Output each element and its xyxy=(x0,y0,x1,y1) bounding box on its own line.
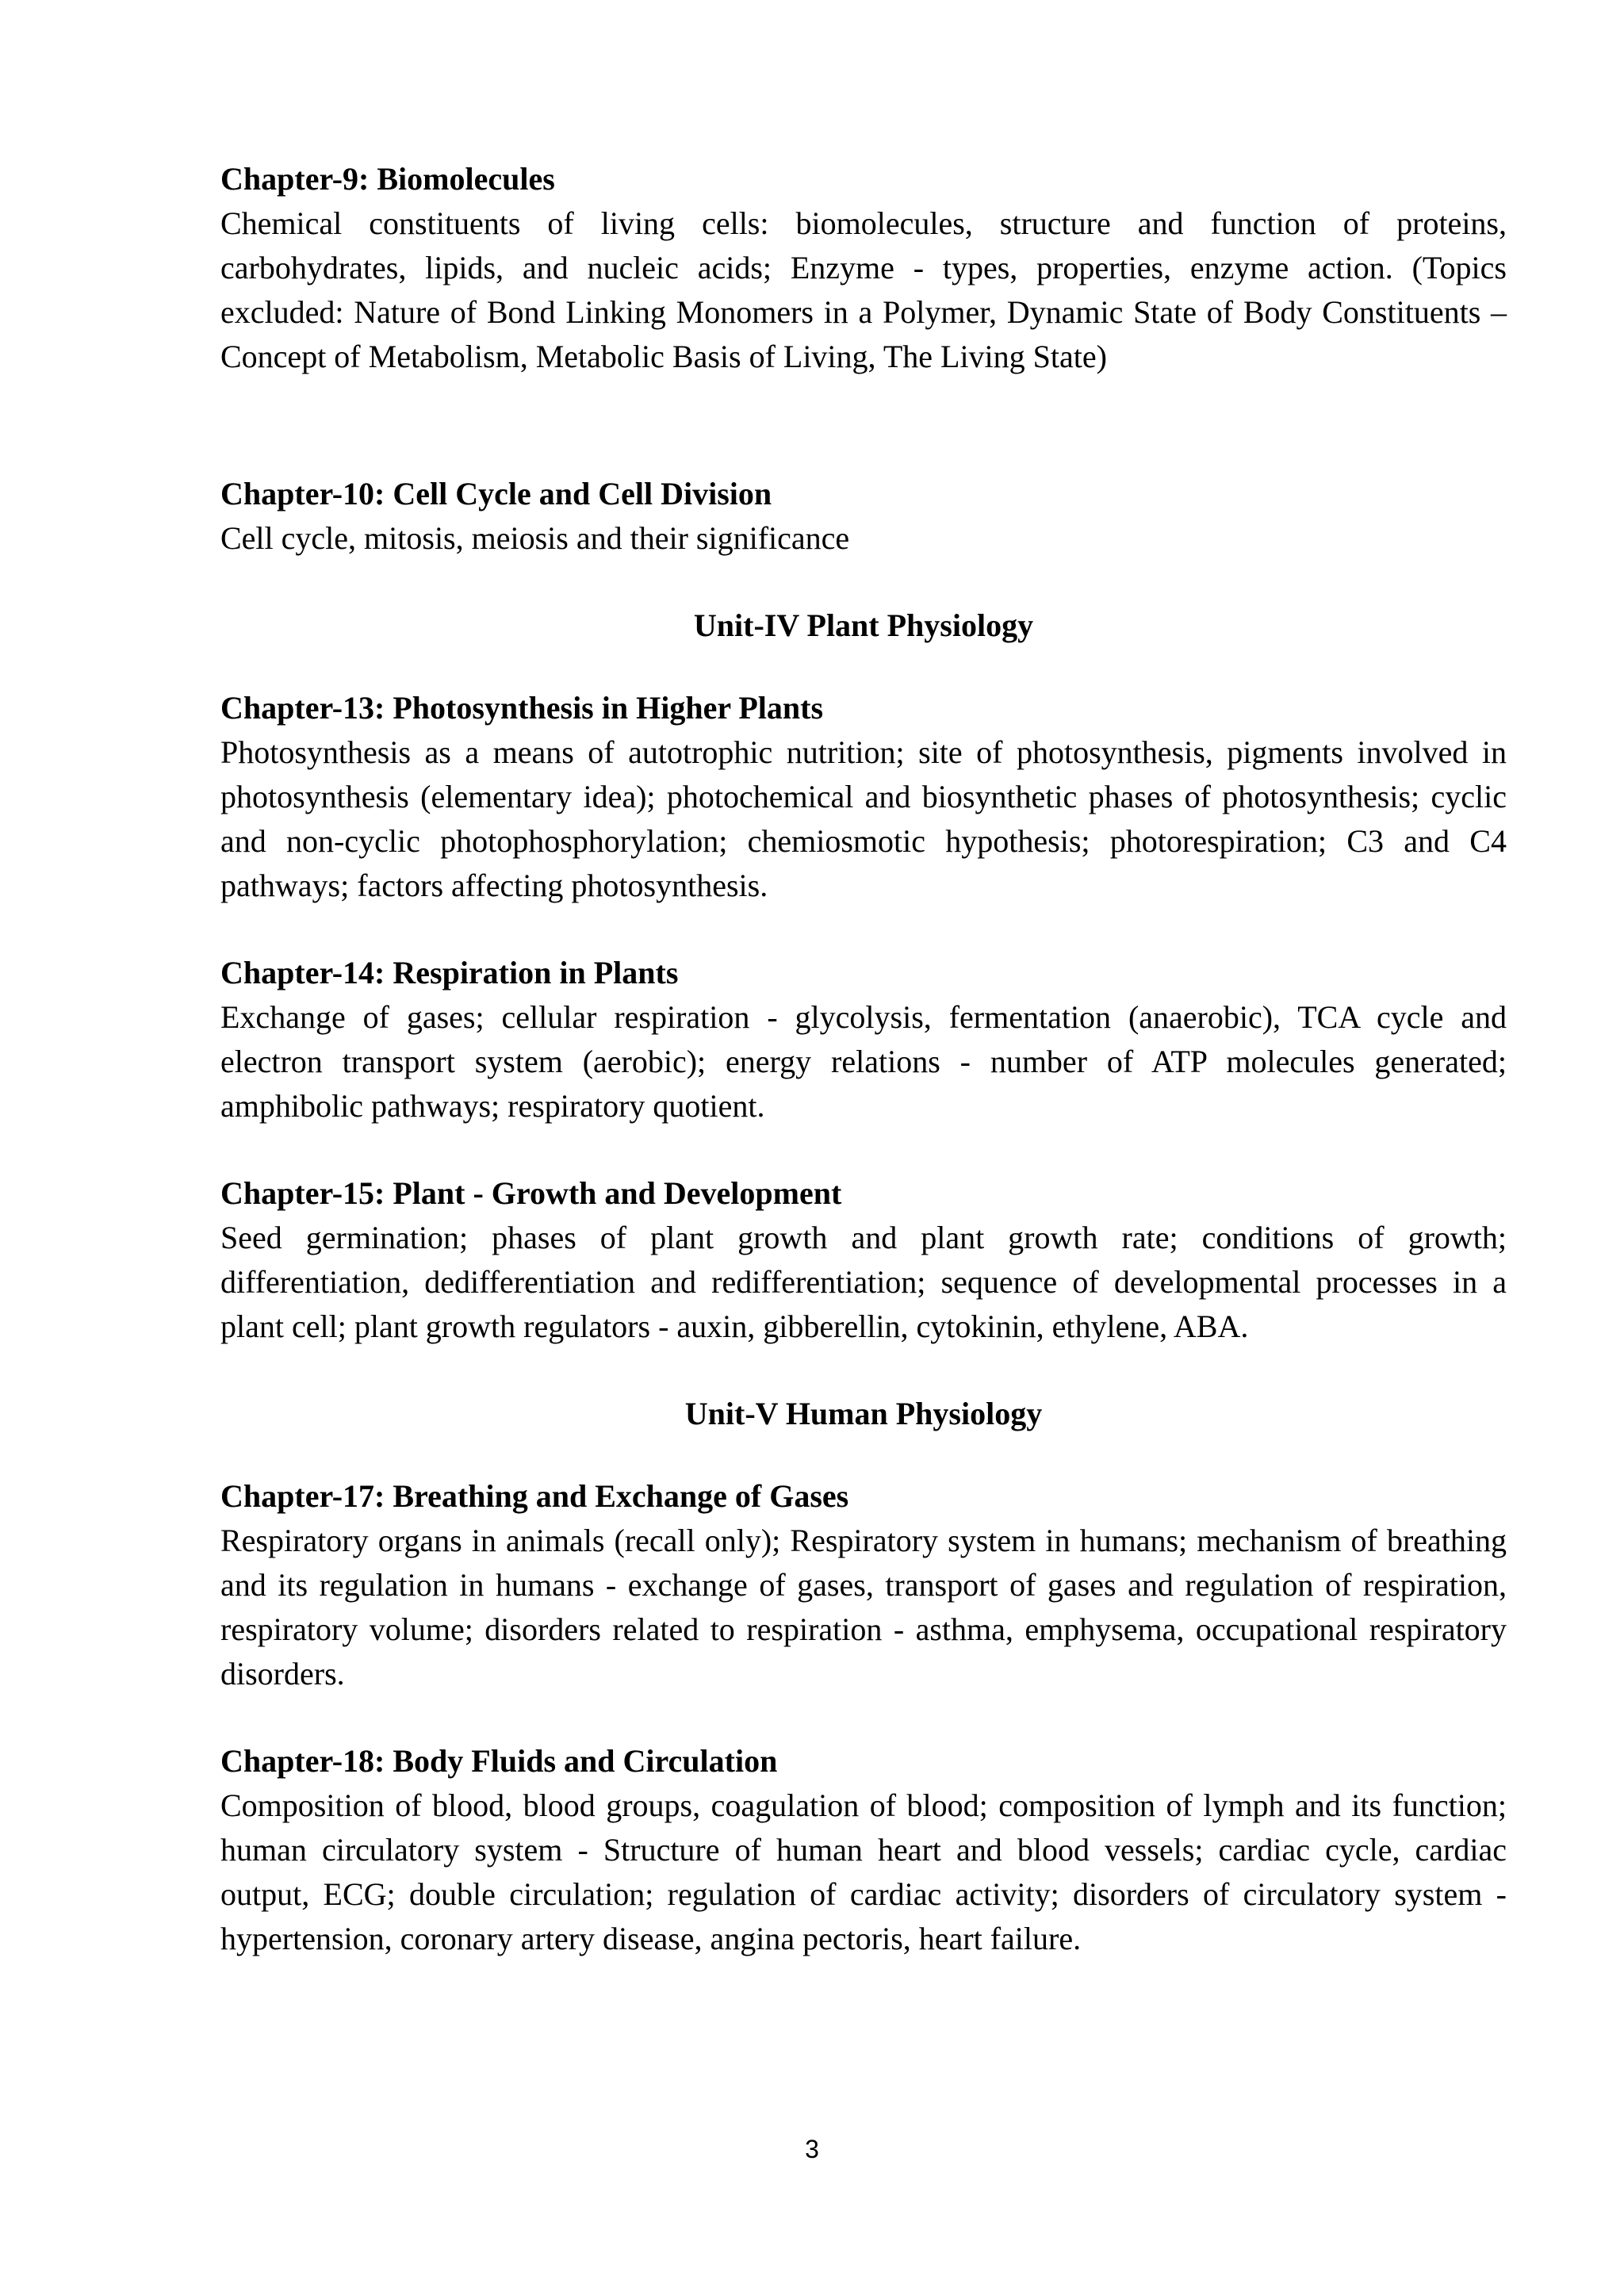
chapter-15-body: Seed germination; phases of plant growth and plant growth rate; conditions of growth; differentiation, dedifferentiation and redifferentiation; sequence of developmental processes in a plant cell; plant growth regulators - auxin, gibberellin, cytokinin, ethylene, ABA. xyxy=(220,1220,1507,1344)
chapter-14-title: Chapter-14: Respiration in Plants xyxy=(220,955,679,990)
chapter-18-section xyxy=(220,1739,1507,1961)
chapter-9-section xyxy=(220,157,1507,379)
chapter-17-body: Respiratory organs in animals (recall only); Respiratory system in humans; mechanism of breathing and its regulation in humans - exchange of gases, transport of gases and regulation of respiration, respiratory volume; disorders related to respiration - asthma, emphysema, occupational respiratory disorders. xyxy=(220,1523,1507,1692)
chapter-10-body: Cell cycle, mitosis, meiosis and their significance xyxy=(220,520,850,556)
chapter-17-title: Chapter-17: Breathing and Exchange of Gases xyxy=(220,1478,849,1514)
chapter-14-section xyxy=(220,951,1507,1128)
chapter-10-section xyxy=(220,472,1507,561)
chapter-15-section xyxy=(220,1171,1507,1349)
chapter-15-title: Chapter-15: Plant - Growth and Development xyxy=(220,1175,842,1211)
unit-4-title: Unit-IV Plant Physiology xyxy=(693,607,1034,643)
chapter-18-title: Chapter-18: Body Fluids and Circulation xyxy=(220,1743,778,1779)
chapter-9-title: Chapter-9: Biomolecules xyxy=(220,161,555,197)
chapter-9-body: Chemical constituents of living cells: biomolecules, structure and function of proteins, carbohydrates, lipids, and nucleic acids; Enzyme - types, properties, enzyme action. (Topics excluded: Nature of Bond Linking Monomers in a Polymer, Dynamic State of Body Constituents – Concept of Metabolism, Metabolic Basis of Living, The Living State) xyxy=(220,205,1507,374)
chapter-13-body: Photosynthesis as a means of autotrophic nutrition; site of photosynthesis, pigments involved in photosynthesis (elementary idea); photochemical and biosynthetic phases of photosynthesis; cyclic and non-cyclic photophosphorylation; chemiosmotic hypothesis; photorespiration; C3 and C4 pathways; factors affecting photosynthesis. xyxy=(220,734,1507,903)
chapter-18-body: Composition of blood, blood groups, coagulation of blood; composition of lymph and its function; human circulatory system - Structure of human heart and blood vessels; cardiac cycle, cardiac output, ECG; double circulation; regulation of cardiac activity; disorders of circulatory system - hypertension, coronary artery disease, angina pectoris, heart failure. xyxy=(220,1787,1507,1956)
chapter-17-section xyxy=(220,1474,1507,1696)
page-content xyxy=(220,157,1507,1961)
chapter-13-section xyxy=(220,686,1507,908)
chapter-10-title: Chapter-10: Cell Cycle and Cell Division xyxy=(220,476,772,511)
chapter-13-title: Chapter-13: Photosynthesis in Higher Plants xyxy=(220,690,824,726)
unit-4-heading-section xyxy=(220,603,1507,648)
chapter-14-body: Exchange of gases; cellular respiration - glycolysis, fermentation (anaerobic), TCA cycle and electron transport system (aerobic); energy relations - number of ATP molecules generated; amphibolic pathways; respiratory quotient. xyxy=(220,999,1507,1124)
unit-5-title: Unit-V Human Physiology xyxy=(684,1396,1043,1431)
page-number: 3 xyxy=(805,2135,819,2163)
unit-5-heading-section xyxy=(220,1392,1507,1436)
